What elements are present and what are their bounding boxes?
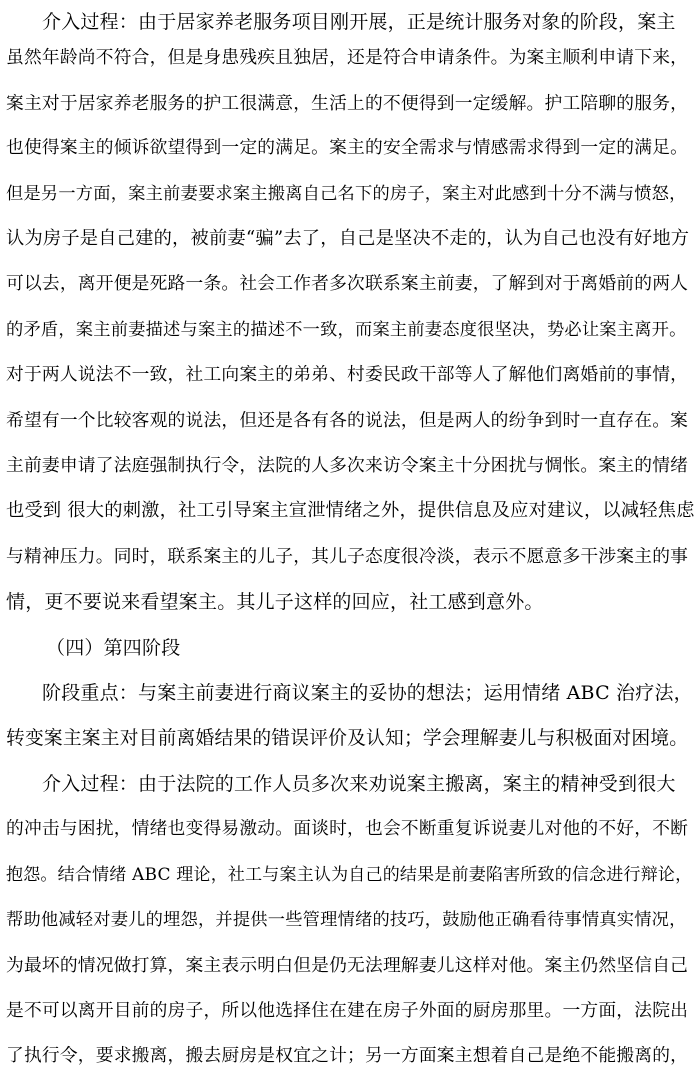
text-line: 为最坏的情况做打算，案主表示明白但是仍无法理解妻儿这样对他。案主仍然坚信自己 <box>6 956 689 976</box>
text-line: 案主对于居家养老服务的护工很满意，生活上的不便得到一定缓解。护工陪聊的服务， <box>6 94 689 114</box>
text-line: 的冲击与困扰，情绪也变得易激动。面谈时，也会不断重复诉说妻儿对他的不好，不断 <box>6 819 689 839</box>
text-line: 介入过程：由于法院的工作人员多次来劝说案主搬离，案主的精神受到很大 <box>42 773 676 795</box>
text-line: 也受到 很大的刺激，社工引导案主宣泄情绪之外，提供信息及应对建议，以减轻焦虑 <box>6 500 695 521</box>
text-line: 转变案主案主对目前离婚结果的错误评价及认知；学会理解妻儿与积极面对困境。 <box>6 728 689 749</box>
text-line: 可以去，离开便是死路一条。社会工作者多次联系案主前妻，了解到对于离婚前的两人 <box>6 274 689 294</box>
text-line: 也使得案主的倾诉欲望得到一定的满足。案主的安全需求与情感需求得到一定的满足。 <box>6 138 689 158</box>
text-line: 主前妻申请了法庭强制执行令，法院的人多次来访令案主十分困扰与惆怅。案主的情绪 <box>6 456 689 476</box>
text-line: 虽然年龄尚不符合，但是身患残疾且独居，还是符合申请条件。为案主顺利申请下来， <box>6 48 689 68</box>
text-line: 的矛盾，案主前妻描述与案主的描述不一致，而案主前妻态度很坚决，势必让案主离开。 <box>6 320 687 340</box>
text-line: 了执行令，要求搬离，搬去厨房是权宜之计；另一方面案主想着自己是绝不能搬离的， <box>6 1046 689 1066</box>
text-line: 与精神压力。同时，联系案主的儿子，其儿子态度很冷淡，表示不愿意多干涉案主的事 <box>6 547 689 567</box>
text-line: 阶段重点：与案主前妻进行商议案主的妥协的想法；运用情绪 ABC 治疗法， <box>42 682 693 704</box>
text-line: 情，更不要说来看望案主。其儿子这样的回应，社工感到意外。 <box>6 591 544 613</box>
text-line: 帮助他减轻对妻儿的埋怨，并提供一些管理情绪的技巧，鼓励他正确看待事情真实情况， <box>6 910 687 930</box>
text-line: 希望有一个比较客观的说法，但还是各有各的说法，但是两人的纷争到时一直存在。案 <box>6 411 689 431</box>
section-heading: （四）第四阶段 <box>46 637 181 659</box>
text-line: 介入过程：由于居家养老服务项目刚开展，正是统计服务对象的阶段，案主 <box>42 11 676 33</box>
text-line: 认为房子是自己建的，被前妻“骗”去了，自己是坚决不走的，认为自己也没有好地方 <box>6 228 690 249</box>
text-line: 对于两人说法不一致，社工向案主的弟弟、村委民政干部等人了解他们离婚前的事情， <box>6 365 689 385</box>
text-line: 抱怨。结合情绪 ABC 理论，社工与案主认为自己的结果是前妻陷害所致的信念进行辩论， <box>6 865 693 885</box>
text-line: 是不可以离开目前的房子，所以他选择住在建在房子外面的厨房那里。一方面，法院出 <box>6 1001 689 1021</box>
text-line: 但是另一方面，案主前妻要求案主搬离自己名下的房子，案主对此感到十分不满与愤怒， <box>6 184 687 204</box>
